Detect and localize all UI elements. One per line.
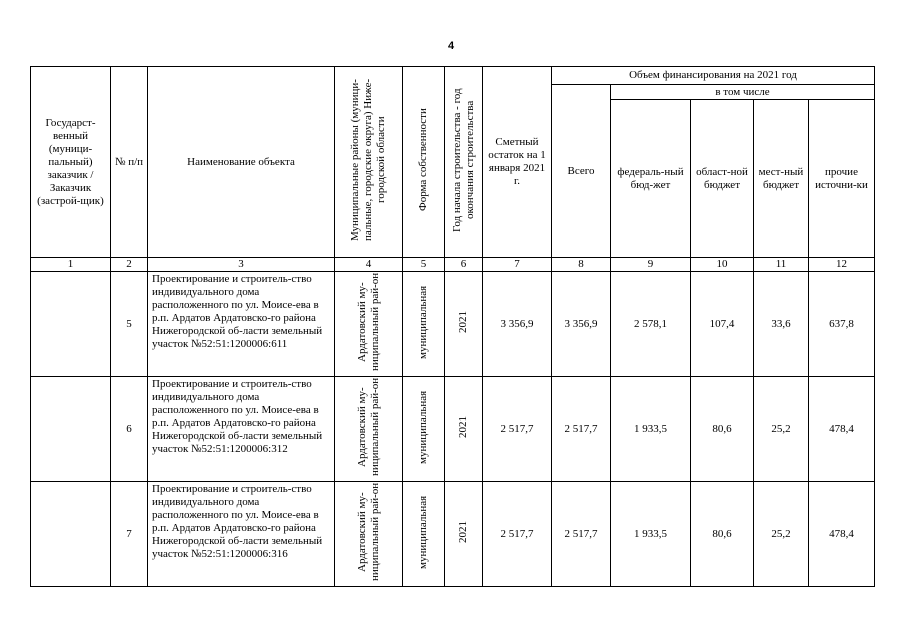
column-number: 11 <box>754 258 809 272</box>
column-number: 7 <box>483 258 552 272</box>
cell-year <box>445 482 483 587</box>
header-ownership: Форма собственности <box>417 108 429 212</box>
table-row <box>31 272 875 377</box>
municipality-text: Ардатовский му-ниципальный рай-он <box>355 377 381 477</box>
year-text: 2021 <box>457 416 469 438</box>
column-number: 3 <box>148 258 335 272</box>
header-number: № п/п <box>111 67 148 258</box>
header-funding-group: Объем финансирования на 2021 год <box>552 67 875 85</box>
cell-year <box>445 272 483 377</box>
cell-ownership <box>403 377 445 482</box>
column-number: 5 <box>403 258 445 272</box>
header-including: в том числе <box>611 85 875 100</box>
column-number: 10 <box>691 258 754 272</box>
column-number: 4 <box>335 258 403 272</box>
header-regional: област-ной бюджет <box>691 100 754 258</box>
column-number: 9 <box>611 258 691 272</box>
cell-other: 637,8 <box>809 272 875 377</box>
column-number-row <box>31 258 875 272</box>
cell-local: 25,2 <box>754 377 809 482</box>
year-text: 2021 <box>457 311 469 333</box>
cell-number: 7 <box>111 482 148 587</box>
header-estimate-balance: Сметный остаток на 1 января 2021 г. <box>483 67 552 258</box>
cell-object-name: Проектирование и строитель-ство индивидуального дома расположенного по ул. Моисе-ева в р.п. Ардатов Ардатовско-го района Нижегородской об-ласти земельный участок №52:51:1200006:316 <box>148 482 335 587</box>
cell-local: 25,2 <box>754 482 809 587</box>
cell-number: 5 <box>111 272 148 377</box>
cell-total: 3 356,9 <box>552 272 611 377</box>
cell-ownership <box>403 482 445 587</box>
table-row <box>31 482 875 587</box>
ownership-text: муниципальная <box>417 390 429 464</box>
municipality-text: Ардатовский му-ниципальный рай-он <box>355 482 381 582</box>
cell-total: 2 517,7 <box>552 377 611 482</box>
cell-municipality <box>335 482 403 587</box>
cell-other: 478,4 <box>809 377 875 482</box>
cell-municipality <box>335 272 403 377</box>
cell-number: 6 <box>111 377 148 482</box>
header-total: Всего <box>552 85 611 258</box>
cell-estimate: 3 356,9 <box>483 272 552 377</box>
page-number: 4 <box>448 40 455 52</box>
cell-federal: 1 933,5 <box>611 377 691 482</box>
cell-estimate: 2 517,7 <box>483 482 552 587</box>
cell-regional: 107,4 <box>691 272 754 377</box>
municipality-text: Ардатовский му-ниципальный рай-он <box>355 272 381 372</box>
header-years-cell <box>445 67 483 258</box>
ownership-text: муниципальная <box>417 495 429 569</box>
ownership-text: муниципальная <box>417 285 429 359</box>
header-federal: федераль-ный бюд-жет <box>611 100 691 258</box>
header-customer: Государст-венный (муници-пальный) заказчик / Заказчик (застрой-щик) <box>31 67 111 258</box>
column-number: 8 <box>552 258 611 272</box>
cell-other: 478,4 <box>809 482 875 587</box>
year-text: 2021 <box>457 521 469 543</box>
cell-customer <box>31 272 111 377</box>
cell-federal: 1 933,5 <box>611 482 691 587</box>
header-object-name: Наименование объекта <box>148 67 335 258</box>
financing-table <box>30 66 875 587</box>
header-local: мест-ный бюджет <box>754 100 809 258</box>
cell-municipality <box>335 377 403 482</box>
cell-regional: 80,6 <box>691 482 754 587</box>
cell-object-name: Проектирование и строитель-ство индивидуального дома расположенного по ул. Моисе-ева в р.п. Ардатов Ардатовско-го района Нижегородской об-ласти земельный участок №52:51:1200006:312 <box>148 377 335 482</box>
cell-ownership <box>403 272 445 377</box>
cell-customer <box>31 377 111 482</box>
header-other: прочие источни-ки <box>809 100 875 258</box>
column-number: 1 <box>31 258 111 272</box>
column-number: 12 <box>809 258 875 272</box>
header-ownership-cell <box>403 67 445 258</box>
header-municipality: Муниципальные районы (муници-пальные, городские округа) Ниже-городской области <box>349 78 387 242</box>
cell-total: 2 517,7 <box>552 482 611 587</box>
cell-object-name: Проектирование и строитель-ство индивидуального дома расположенного по ул. Моисе-ева в р.п. Ардатов Ардатовско-го района Нижегородской об-ласти земельный участок №52:51:1200006:611 <box>148 272 335 377</box>
cell-estimate: 2 517,7 <box>483 377 552 482</box>
cell-regional: 80,6 <box>691 377 754 482</box>
column-number: 2 <box>111 258 148 272</box>
cell-local: 33,6 <box>754 272 809 377</box>
cell-year <box>445 377 483 482</box>
table-row <box>31 377 875 482</box>
header-municipality-cell <box>335 67 403 258</box>
cell-customer <box>31 482 111 587</box>
cell-federal: 2 578,1 <box>611 272 691 377</box>
header-years: Год начала строительства - год окончания строительства <box>450 88 476 232</box>
column-number: 6 <box>445 258 483 272</box>
